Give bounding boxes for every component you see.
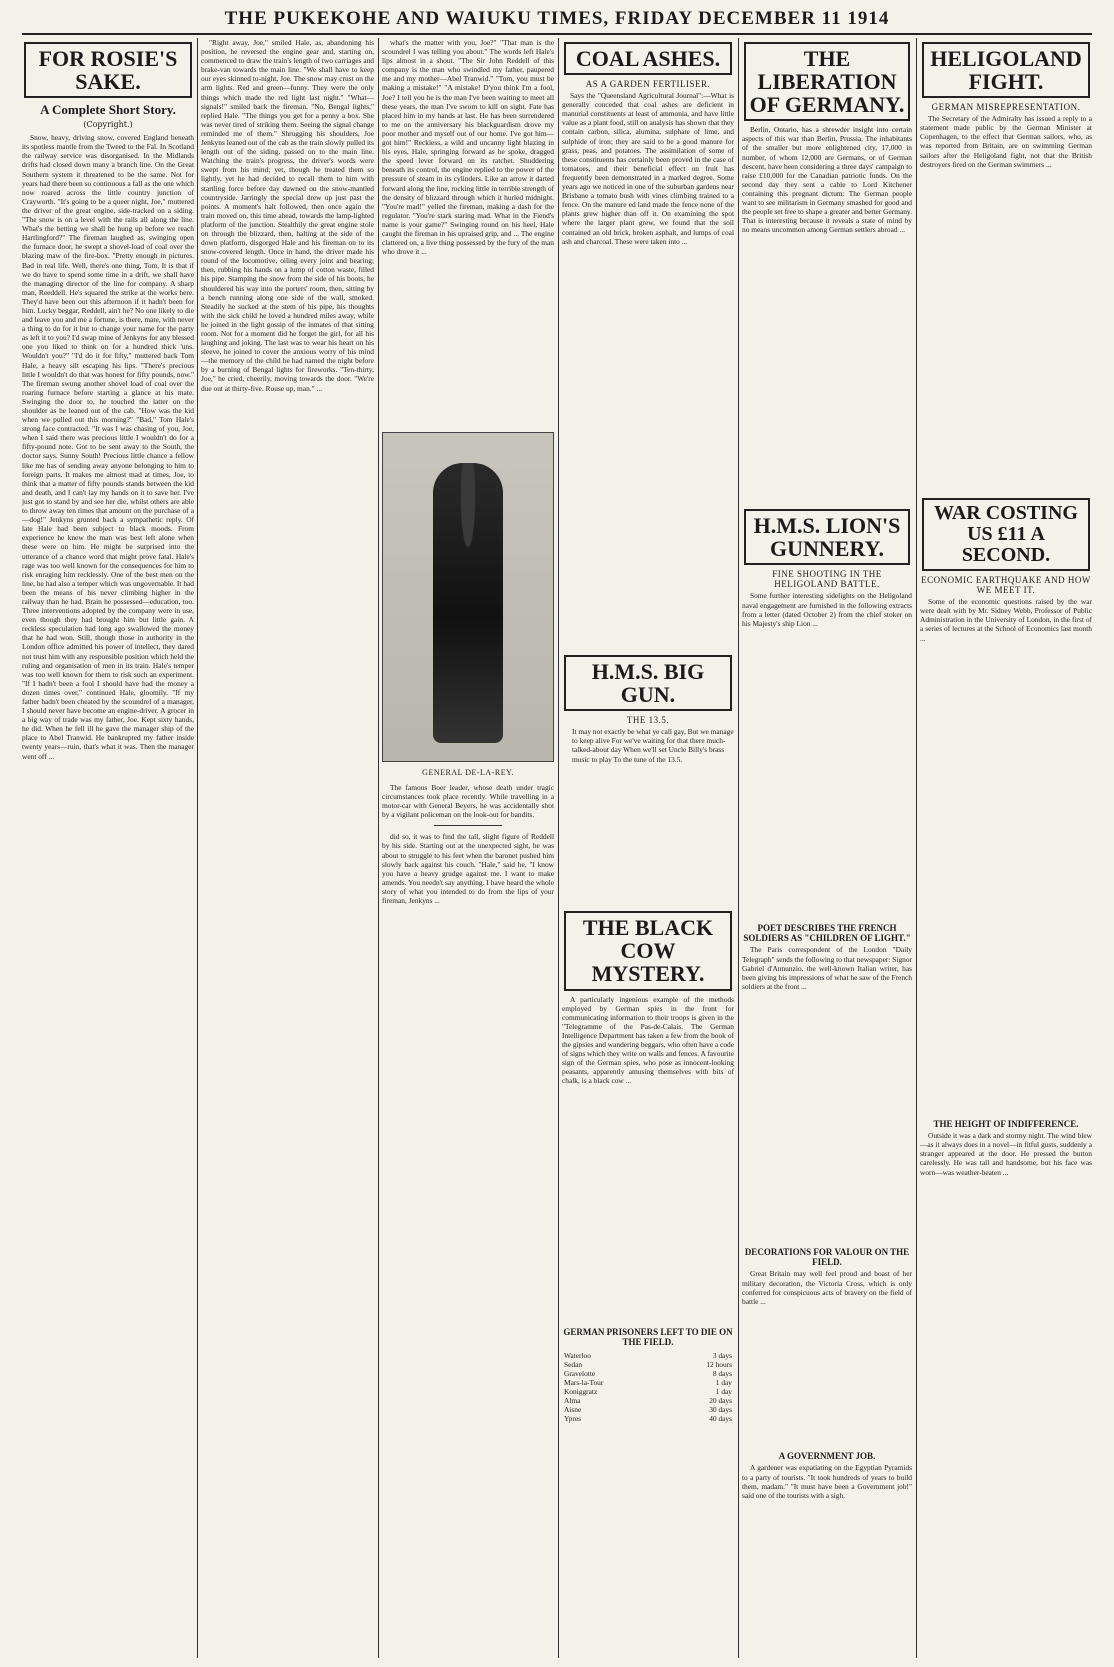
column-3 [382, 38, 554, 1658]
liberation-heading: THE LIBERATION OF GERMANY. [744, 42, 910, 121]
battle-name-cell: Koniggratz [564, 1386, 598, 1396]
black-cow-heading: THE BLACK COW MYSTERY. [564, 911, 732, 990]
photo-intro: The famous Boer leader, whose death under tragic circumstances took place recently. While travelling in a motor-car with General Beyers, he was accidentally shot by a vigilant policeman on the look-out for bandits. [382, 783, 554, 820]
war-cost-body: Some of the economic questions raised by the war were dealt with by Mr. Sidney Webb, Professor of Public Administration in the University of London, in the first of a series of lectures at the School of Economics last month ... [920, 597, 1092, 643]
column-5 [742, 38, 912, 1658]
column-2 [201, 38, 374, 1658]
duration-cell: 20 days [709, 1395, 732, 1405]
column-1 [22, 38, 194, 1658]
column-divider [916, 38, 917, 1658]
war-cost-heading: WAR COSTING US £11 A SECOND. [922, 498, 1090, 571]
table-row [562, 1405, 734, 1414]
coal-ashes-heading: COAL ASHES. [564, 42, 732, 75]
story-subheading: A Complete Short Story. [40, 102, 176, 118]
portrait-figure [433, 463, 503, 743]
column-divider [378, 38, 379, 1658]
lion-gunnery-heading: H.M.S. LION'S GUNNERY. [744, 509, 910, 565]
government-job-heading: A GOVERNMENT JOB. [778, 1451, 876, 1462]
column-4 [562, 38, 734, 1658]
column-6 [920, 38, 1092, 1658]
table-row [562, 1396, 734, 1405]
government-job-body: A gardener was expatiating on the Egyptian Pyramids to a party of tourists. "It took hundreds of years to build them, madam." "It must have been a Government job!" said one of the tourists with a sigh. [742, 1463, 912, 1500]
big-gun-poem: It may not exactly be what ye call gay, But we manage to keep alive For we've waiting for that there much-talked-about day When we'll set Uncle Billy's brass music to play To the tune of the 13.5. [572, 727, 734, 764]
duration-cell: 12 hours [706, 1359, 732, 1369]
battle-name-cell: Waterloo [564, 1350, 591, 1360]
liberation-body: Berlin, Ontario, has a shrewder insight into certain aspects of this war than Berlin, Prussia. The inhabitants of the smaller but more enlightened city, 17,000 in number, of whom 12,000 are Germans, or of German descent, have been considering a three days' campaign to raise £10,000 for the Canadian patriotic funds. On the second day they sent a cable to Lord Kitchener containing this pregnant dictum: The German people want to see militarism in Germany smashed for good and the people set free to shape a greater and better Germany. That is interesting because it reveals a state of mind by no means uncommon among German settlers abroad ... [742, 125, 912, 235]
battle-name-cell: Aisne [564, 1404, 582, 1414]
battle-name-cell: Ypres [564, 1413, 581, 1423]
divider [434, 825, 503, 826]
battle-name-cell: Sedan [564, 1359, 583, 1369]
duration-cell: 40 days [709, 1413, 732, 1423]
photo-caption: GENERAL DE-LA-REY. [422, 768, 514, 777]
story-heading: FOR ROSIE'S SAKE. [24, 42, 192, 98]
battle-name-cell: Mars-la-Tour [564, 1377, 604, 1387]
column-divider [558, 38, 559, 1658]
poet-heading: POET DESCRIBES THE FRENCH SOLDIERS AS "CHILDREN OF LIGHT." [743, 923, 911, 944]
indifference-heading: THE HEIGHT OF INDIFFERENCE. [933, 1119, 1079, 1130]
prisoners-heading: GERMAN PRISONERS LEFT TO DIE ON THE FIELD. [563, 1326, 733, 1347]
table-row [562, 1378, 734, 1387]
big-gun-subheading: THE 13.5. [626, 715, 670, 726]
heligoland-heading: HELIGOLAND FIGHT. [922, 42, 1090, 98]
story-body-2: "Right away, Joe," smiled Hale, as, abandoning his position, he reversed the engine gear and, starting on, commenced to draw the train's length of two carriages and brake-van towards the main line. "We shall have to keep our eyes skinned to-night, Joe. The snow may crust on the arm lights. Red and green—funny. They were the only things which made the red light last night." "What—signals!" smiled back the fireman. "No, Bengal lights," replied Hale. "The things you get for a penny a box. She was never tired of striking them. Seeing the signal change reminded me of them." Shrugging his shoulders, Joe Jenkyns leaned out of the cab as the train slowly pulled its length out of the siding, passed on to the main line. Watching the train's progress, the driver's words were swept from his mind; yet, though he treated them so lightly, yet he had decided to recall them to him with startling force before day dawned on the snow-mantled countryside. Jarringly the special drew up just past the points. A moment's halt followed, then once again the train moved on, this time ahead, towards the lamp-lighted platform of the junction. Stealthily the great engine stole on through the blizzard, then, halting at the side of the down platform, disgorged Hale and his fireman on to its snow-covered length. Once in hand, the driver made his round of the locomotive, oiling every joint and bearing; then, rubbing his hands on a lump of cotton waste, filled his pipe. Stamping the snow from the side of his boots, he shouldered his way into the porters' room, then, sitting by a bench running along one side of the wall, smoked. Steadily he sucked at the stem of his pipe, his thoughts with the sick child he loved a hundred miles away, while he joined in the light gossip of the inmates of that sitting room. Not for a moment did he forget the girl, for all his laughing and joking. The last was to wear his heart on his sleeve, he joined to cover the anxious worry of his mind—the memory of the child he had named the night before by a burning of Bengal lights for fireworks. "Ten-thirty, Joe," he cried, cheerily, moving towards the door. "We're due out at thirty-five. Rouse up, man." ... [201, 38, 374, 393]
coal-ashes-subheading: AS A GARDEN FERTILISER. [585, 79, 711, 90]
duration-cell: 30 days [709, 1404, 732, 1414]
coal-ashes-body: Says the "Queensland Agricultural Journal":—What is generally conceded that coal ashes are deficient in manurial constituents at least of ammonia, and have little value as a plant food, still on analysis has shown that they contain carbon, silica, alumina, sulphate of lime, and sulphide of iron; they are said to be a good manure for grass, peas, and potatoes. The assimilation of some of these constituents has certainly been proved in the case of tomatoes, and their beneficial effect on fruit has frequently been demonstrated in a marked degree. Some years ago we noticed in one of the suburban gardens near Brisbane a tomato bush with vines climbing trained to a fence. On the manure ed land made the fence none of the plants grew higher than off it. On examining the spot where the larger plant grew, we found that the soil contained an old brick, broken asphalt, and lumps of coal ash and charcoal. These were taken into ... [562, 91, 734, 246]
battle-name-cell: Alma [564, 1395, 581, 1405]
duration-cell: 8 days [712, 1368, 732, 1378]
table-row [562, 1351, 734, 1360]
column-divider [738, 38, 739, 1658]
masthead-title: THE PUKEKOHE AND WAIUKU TIMES, FRIDAY DECEMBER 11 1914 [224, 8, 890, 29]
table-row [562, 1414, 734, 1423]
table-row [562, 1369, 734, 1378]
decorations-body: Great Britain may well feel proud and boast of her military decoration, the Victoria Cross, which is only conferred for conspicuous acts of bravery on the field of battle ... [742, 1269, 912, 1306]
duration-cell: 1 day [715, 1386, 732, 1396]
duration-cell: 3 days [712, 1350, 732, 1360]
heligoland-body: The Secretary of the Admiralty has issued a reply to a statement made public by the German Minister at Copenhagen, to the effect that German sailors, who, as was reported from Britain, are on swimming German sailors after the Heligoland fight, not that the British destroyers fired on the German swimmers ... [920, 114, 1092, 169]
prisoners-table [562, 1351, 734, 1423]
black-cow-body: A particularly ingenious example of the methods employed by German spies in the front for communicating information to their troops is given in the "Telegramme of the Pas-de-Calais. The German Intelligence Department has taken a few from the book of the gipsies and wandering beggars, who often have a code of signs which they write on walls and fences. A favourite sign of the German spies, who pose as innocent-looking peasants, apparently amusing themselves with bits of chalk, is a black cow ... [562, 994, 734, 1086]
story-body-3: what's the matter with you, Joe?" "That man is the scoundrel I was telling you about." The words left Hale's lips almost in a shout. "The Sir John Reddell of this company is the man who swindled my father, paupered me and my mother—Abel Tranwid." "Tom, you must be making a mistake!" "A mistake! D'you think I'm a fool, Joe? I tell you he is the man I've been waiting to meet all these years, the man I've sworn to kill on sight. Fate has placed him in my hands at last. He has been surrendered to me on the anniversary his blackguardism drove my poor mother and myself out of our home. I've got him—got him!" Reckless, a wild and uncanny light blazing in his eyes, Hale, springing forward as he spoke, dragged the speed lever forward on its ratchet. Shuddering beneath its control, the engine replied to the power of the pressure of steam in its cylinders. Like an arrow it darted forward along the line, rocking little in terrible strength of the density of blizzard through which it hurled midnight. "You're mad!" yelled the fireman, making a dash for the regulator. "You're stark staring mad. What in the Fiend's name is your game?" Swinging round on his heel, Hale caught the fireman in his upraised grip, and ... The engine clattered on, a live thing possessed by the fury of the man who drove it ... [382, 38, 554, 257]
lion-gunnery-subheading: FINE SHOOTING IN THE HELIGOLAND BATTLE. [772, 569, 882, 590]
poet-body: The Paris correspondent of the London "Daily Telegraph" sends the following to that newspaper: Signor Gabriel d'Annunzio, the well-known Italian writer, has been giving his impressions of what he saw of the French soldiers at the front ... [742, 945, 912, 991]
decorations-heading: DECORATIONS FOR VALOUR ON THE FIELD. [744, 1247, 910, 1268]
big-gun-heading: H.M.S. BIG GUN. [564, 655, 732, 711]
table-row [562, 1360, 734, 1369]
lion-gunnery-body: Some further interesting sidelights on the Heligoland naval engagement are furnished in the following extracts from a letter (dated October 2) from the chief stoker on his Majesty's ship Lion ... [742, 591, 912, 628]
column-divider [197, 38, 198, 1658]
general-photo [382, 432, 554, 762]
heligoland-subheading: GERMAN MISREPRESENTATION. [931, 102, 1081, 113]
battle-name-cell: Gravelotte [564, 1368, 596, 1378]
copyright-note: (Copyright.) [83, 120, 133, 130]
war-cost-subheading: ECONOMIC EARTHQUAKE AND HOW WE MEET IT. [921, 575, 1091, 596]
masthead-rule [22, 33, 1092, 35]
story-body-1: Snow, heavy, driving snow, covered England beneath its spotless mantle from the Tweed to the Fal. In Scotland the railway service was disorganised. In the Midlands drifts had closed down many a branch line. On the Great Southern system it threatened to be the same. Not for years had there been so continuous a fall as the one which now roared across the little country junction of Crayworth. "It's going to be a queer night, Joe," muttered the driver of the great engine, side-tracked on a siding. "The snow is on a level with the rails all along the line. What's the betting we shall be hung up before we reach Hartlingford?" The fireman laughed as, swinging open the furnace door, he swept a shovel-load of coal over the blazing maw of the fire-box. "Pretty enough in pictures. Bad in real life. Well, there's one thing, Tom. It is that if we do have to spend some time in a drift, we shall have the managing director of the line for company. A sharp man, Reeddell. He's squared the strike at the works here. They'd have been out this afternoon if it hadn't been for him. Lucky beggar, Reddell, ain't he? No one likely to die and leave you and me a fortune, is there, mate, with never a thing to do for it but to change your name for the party as left it to you? I'd swap mine of Jenkyns for any blessed one you liked to think on for a hundred thick 'uns. Wouldn't you?" "I'd do it for fifty," muttered back Tom Hale, a heavy silt escaping his lips. "There's precious little I wouldn't do that was honest for fifty pounds, now." The fireman swung another shovel load of coal over the roaring furnace before starting a glance at his mate. Swinging the door to, he touched the latter on the shoulder as he leaned out of the cab. "How was the kid when we pulled out this morning?" "Bad," Tom Hale's strong face contracted. "It was I was chasing of you, Joe, when I said there was precious little I wouldn't do for a fifty-pound note. Got to be sent away to the South, the doctor says. Sunny South! Precious little chance a fellow like me has of sending away anyone belonging to him to foreign parts. It makes me almost mad at times, Joe, to think that a matter of fifty pounds stands between the kid and death, and I can't lay my hands on it to save her. I've just got to stand by and see her die, whilst others are able to throw away ten times that amount on the purchase of a—dog!" Jenkyns grunted back a sympathetic reply. Of late Hale had been subject to black moods. From experience he knew the man was best left alone when these were on him. He might be surprised into the utterance of a chance word that might prove fatal. Hale's rage was too well known for the consequences for him to risk enraging him recklessly. One of the best men on the line, he had also a temper which was ungovernable. It had been the means of his never climbing higher in the railway than he had. Brain he possessed—education, too. Three interventions adopted by the company were in use, even though they had brought him but little gain. A reckless speculation had long ago swallowed the money that he had won. Still, though those in authority in the London office admitted his power of intellect, they dared not trust him with any responsible position which held the ruling and organisation of men in its train. Hale's temper was too well known for them to risk such an experiment. "If I hadn't been a fool I should have had the money a dozen times over," continued Hale, gloomily. "If my father hadn't been cheated by the scoundrel of a manager, I should never have become an engine-driver. A grocer in a big way of trade was my father, Joe. Kept sixty hands, he did. When he fell ill he gave the manager ship of the place to Abel Tranwid. He bankrupted my father inside twenty years—ruin, that's what it was. Then the manager went off ... [22, 133, 194, 761]
story-body-4: did so, it was to find the tall, slight figure of Reddell by his side. Starting out at the unexpected sight, he was about to struggle to his feet when the baronet pushed him slowly back against his couch. "Hale," said he, "I know you have a heavy grudge against me. I want to make amends. You needn't say anything. I have heard the whole story of what you intended to do from the lips of your fireman, Jenkyns ... [382, 832, 554, 906]
indifference-body: Outside it was a dark and stormy night. The wind blew—as it always does in a novel—in fitful gusts, suddenly a stranger appeared at the door. He pressed the button carelessly. He was tall and handsome, but his face was worn—was weather-beaten ... [920, 1131, 1092, 1177]
table-row [562, 1387, 734, 1396]
duration-cell: 1 day [715, 1377, 732, 1387]
